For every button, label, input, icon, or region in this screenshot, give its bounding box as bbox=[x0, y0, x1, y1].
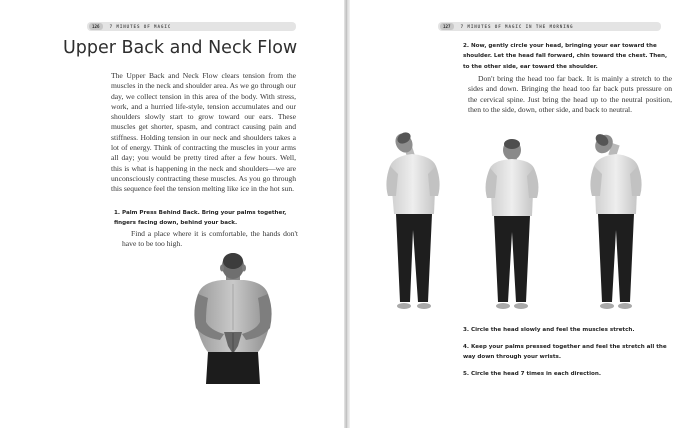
step-1-number: 1. bbox=[114, 210, 121, 216]
right-running-title: 7 MINUTES OF MAGIC IN THE MORNING bbox=[460, 24, 574, 29]
right-running-head bbox=[438, 22, 661, 31]
left-running-head bbox=[87, 22, 296, 31]
figure-head-tilt-left bbox=[386, 130, 439, 309]
intro-paragraph: The Upper Back and Neck Flow clears tension from the muscles in the neck and shoulder area. As we go through our day, we collect tension in this area of the body. With stress, work, and a hurried life-style, tension accumulates and our shoulders slowly start to grow toward our ears. These muscles get shorter, spasm, and contract causing pain and stiffness. Holding tension in our neck and shoulders takes a lot of energy. Think of contracting the muscles in your arms all day; you would be pretty tired after a few hours. Well, this is what is happening in the neck and shoulders—we are unconsciously contracting these muscles. As you go through this sequence feel the tension melting like ice in the hot sun. bbox=[111, 71, 296, 194]
step-4-number: 4. bbox=[463, 344, 470, 350]
step-2-instruction: Now, gently circle your head, bringing your ear toward the shoulder. Let the head fall forward, chin toward the chest. Then, to the other side, ear toward the shoulder. bbox=[463, 43, 668, 70]
right-page-number: 127 bbox=[440, 23, 454, 30]
step-1-note: Find a place where it is comfortable, the hands don't have to be too high. bbox=[122, 229, 298, 249]
step-2-number: 2. bbox=[463, 43, 470, 49]
step-2 bbox=[463, 41, 675, 72]
step-4 bbox=[463, 342, 675, 363]
step-5 bbox=[463, 369, 675, 379]
left-running-title: 7 MINUTES OF MAGIC bbox=[109, 24, 172, 29]
step-5-number: 5. bbox=[463, 371, 470, 377]
figure-head-tilt-right bbox=[590, 131, 641, 309]
step-1-instruction: Palm Press Behind Back. Bring your palms together, fingers facing down, behind your back. bbox=[114, 210, 287, 227]
step-3-instruction: Circle the head slowly and feel the muscles stretch. bbox=[471, 327, 635, 333]
step-5-instruction: Circle the head 7 times in each direction. bbox=[471, 371, 601, 377]
step-1 bbox=[114, 208, 302, 229]
left-page-number: 126 bbox=[89, 23, 103, 30]
step-3-number: 3. bbox=[463, 327, 470, 333]
page-title: Upper Back and Neck Flow bbox=[63, 38, 298, 58]
step-4-instruction: Keep your palms pressed together and feel the stretch all the way down through your wrists. bbox=[463, 344, 667, 361]
step-3 bbox=[463, 325, 675, 335]
step-2-note: Don't bring the head too far back. It is mainly a stretch to the sides and down. Bringing the head too far back puts pressure on the cervical spine. Just bring the head up to the neutral position, then to the side, down, other side, and back to neutral. bbox=[468, 74, 672, 114]
figure-head-forward bbox=[486, 139, 539, 309]
palm-press-photo bbox=[188, 252, 278, 384]
head-circle-photos bbox=[382, 130, 652, 316]
